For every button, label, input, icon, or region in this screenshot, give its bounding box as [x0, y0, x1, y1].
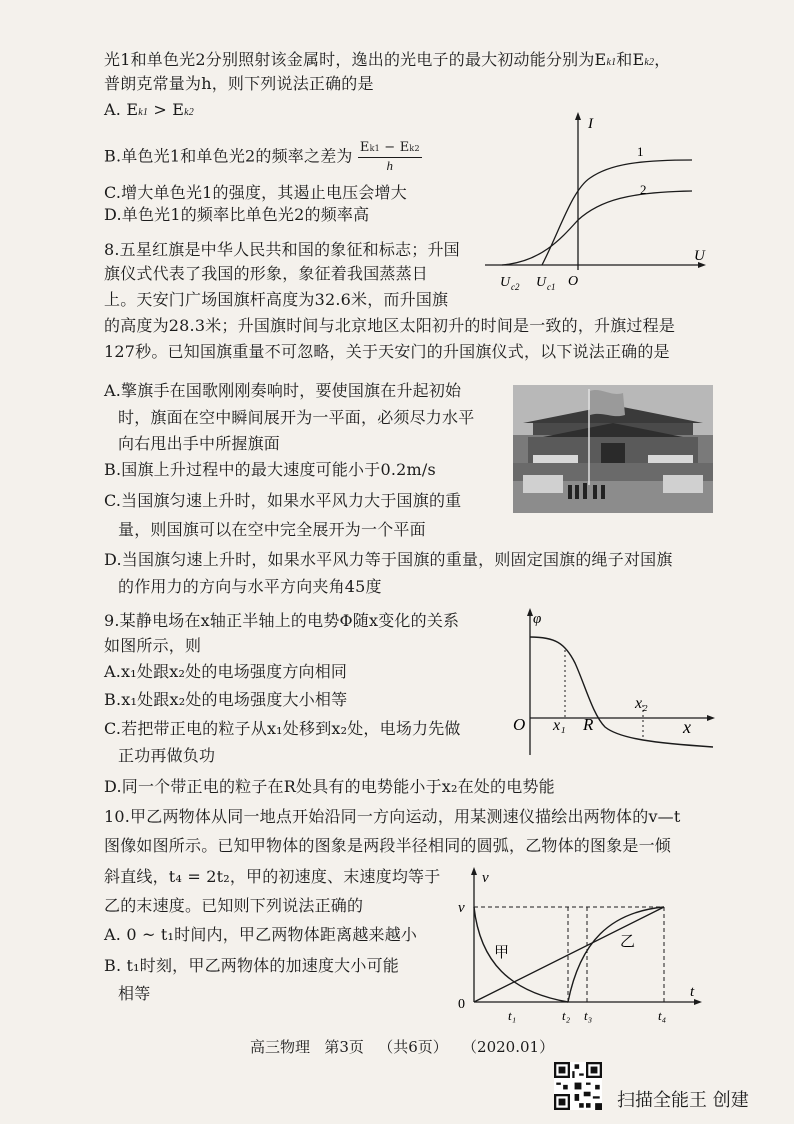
q8-line-4: 的高度为28.3米；升国旗时间与北京地区太阳初升的时间是一致的，升旗过程是	[104, 316, 676, 335]
footer-date: （2020.01）	[462, 1038, 555, 1056]
label-uc2-sub: c2	[511, 282, 520, 292]
q10-line-3: 斜直线，t₄ = 2t₂，甲的初速度、末速度均等于	[104, 867, 441, 886]
opt-b-text: B.单色光1和单色光2的频率之差为	[104, 146, 353, 166]
opt-a-label: A. E	[104, 100, 139, 119]
label-u: U	[694, 248, 705, 264]
q7-line-1-text: 光1和单色光2分别照射该金属时，逸出的光电子的最大初动能分别为E	[104, 50, 607, 69]
q8-option-d-1: D.当国旗匀速上升时，如果水平风力等于国旗的重量，则固定国旗的绳子对国旗	[104, 550, 673, 569]
label-yi: 乙	[620, 934, 636, 950]
label-t3: t₃	[584, 1008, 593, 1023]
tiananmen-flag-photo	[513, 385, 713, 513]
q7-option-a	[104, 100, 194, 123]
q9-line-1	[104, 611, 459, 631]
footer-page: 第3页	[324, 1038, 364, 1056]
label-r: R	[583, 715, 594, 734]
q9-line-1-text: 9.某静电场在x轴正半轴上的电势Φ随x变化的关系	[104, 611, 460, 630]
q7-and: 和E	[616, 50, 645, 69]
label-x: x	[683, 717, 691, 737]
label-x1: x₁	[553, 717, 566, 734]
q7-option-d: D.单色光1的频率比单色光2的频率高	[104, 205, 370, 224]
q8-option-a-3: 向右甩出手中所握旗面	[118, 434, 281, 453]
opt-a-sub1: k1	[138, 107, 149, 118]
label-zero: 0	[458, 997, 465, 1012]
q8-option-a-1: A.擎旗手在国歌刚刚奏响时，要使国旗在升起初始	[104, 381, 462, 400]
curve-2	[502, 191, 692, 265]
q8-line-2: 旗仪式代表了我国的形象，象征着我国蒸蒸日	[104, 264, 429, 283]
q10-option-b-1: B. t₁时刻，甲乙两物体的加速度大小可能	[104, 956, 399, 975]
footer-subject: 高三物理	[250, 1038, 311, 1056]
q7-option-c: C.增大单色光1的强度，其遏止电压会增大	[104, 183, 407, 202]
q9-option-c-1: C.若把带正电的粒子从x₁处移到x₂处，电场力先做	[104, 719, 461, 738]
label-uc2: U	[500, 275, 511, 290]
i-axis-arrow	[575, 112, 581, 120]
label-curve-2: 2	[640, 182, 647, 197]
label-phi: φ	[533, 611, 542, 627]
q8-option-d-2: 的作用力的方向与水平方向夹角45度	[118, 577, 382, 596]
page-footer	[250, 1036, 554, 1057]
q10-line-4: 乙的末速度。已知则下列说法正确的	[104, 896, 364, 915]
v-axis-arrow	[471, 867, 477, 875]
label-i: I	[588, 116, 593, 132]
q8-option-c-2: 量，则国旗可以在空中完全展开为一个平面	[118, 520, 426, 539]
q9-line-2: 如图所示，则	[104, 636, 202, 655]
qr-code-icon	[554, 1062, 602, 1110]
q10-line-2: 图像如图所示。已知甲物体的图象是两段半径相同的圆弧，乙物体的图象是一倾	[104, 836, 672, 855]
num-e2: E	[399, 140, 410, 155]
label-t2: t₂	[562, 1008, 571, 1023]
q7-line-1	[104, 50, 670, 73]
q9-option-b: B.x₁处跟x₂处的电场强度大小相等	[104, 690, 348, 709]
jia-arc-2	[568, 907, 664, 1002]
opt-b-fraction	[358, 140, 422, 174]
opt-b-denominator: h	[386, 158, 394, 173]
q10-line-1: 10.甲乙两物体从同一地点开始沿同一方向运动，用某测速仪描绘出两物体的v—t	[104, 807, 681, 826]
q9-option-d: D.同一个带正电的粒子在R处具有的电势能小于x₂在处的电势能	[104, 777, 555, 796]
q8-option-c-1: C.当国旗匀速上升时，如果水平风力大于国旗的重	[104, 491, 462, 510]
opt-a-sub2: k2	[184, 107, 194, 118]
label-t-axis: t	[690, 984, 695, 1000]
q9-option-a: A.x₁处跟x₂处的电场强度方向相同	[104, 662, 348, 681]
q7-comma: ，	[654, 50, 671, 69]
num-sub1: k1	[369, 144, 380, 153]
q8-line-5: 127秒。已知国旗重量不可忽略，关于天安门的升国旗仪式，以下说法正确的是	[104, 342, 670, 361]
photoelectric-iu-graph	[480, 110, 710, 300]
num-sub2: k2	[409, 144, 420, 153]
q8-option-a-2: 时，旗面在空中瞬间展开为一平面，必须尽力水平	[118, 408, 475, 427]
opt-b-numerator: Ek1 − Ek2	[358, 140, 422, 158]
q9-option-c-2: 正功再做负功	[118, 746, 216, 765]
label-t4: t₄	[658, 1008, 667, 1023]
scanner-watermark: 扫描全能王 创建	[617, 1090, 749, 1111]
q8-option-b: B.国旗上升过程中的最大速度可能小于0.2m/s	[104, 460, 436, 479]
velocity-time-graph	[450, 862, 710, 1024]
t-axis-arrow	[694, 999, 702, 1005]
label-uc1-sub: c1	[547, 282, 556, 292]
q7-option-b	[104, 140, 422, 174]
q8-line-3: 上。天安门广场国旗杆高度为32.6米，而升国旗	[104, 290, 449, 309]
label-t1: t₁	[508, 1008, 517, 1023]
sub-k2: k2	[644, 57, 655, 68]
q8-line-1: 8.五星红旗是中华人民共和国的象征和标志；升国	[104, 240, 460, 259]
potential-phi-x-graph	[505, 605, 720, 760]
label-origin: O	[568, 274, 579, 289]
opt-a-tail: > E	[148, 100, 185, 119]
num-e1: E	[359, 140, 370, 155]
sub-k1: k1	[606, 57, 617, 68]
q10-option-a: A. 0 ~ t₁时间内，甲乙两物体距离越来越小	[104, 925, 418, 944]
label-o: O	[513, 715, 526, 734]
label-curve-1: 1	[637, 144, 644, 159]
label-v: v	[458, 900, 465, 916]
jia-arc-1	[474, 907, 568, 1002]
label-x2: x₂	[635, 695, 648, 712]
label-v-axis: v	[482, 870, 489, 886]
q7-line-2: 普朗克常量为h，则下列说法正确的是	[104, 74, 374, 93]
curve-1	[542, 160, 692, 265]
footer-total: （共6页）	[378, 1038, 448, 1056]
q10-option-b-2: 相等	[118, 984, 151, 1003]
x-axis-arrow	[707, 715, 715, 721]
label-jia: 甲	[494, 945, 510, 961]
label-uc1: U	[536, 275, 547, 290]
